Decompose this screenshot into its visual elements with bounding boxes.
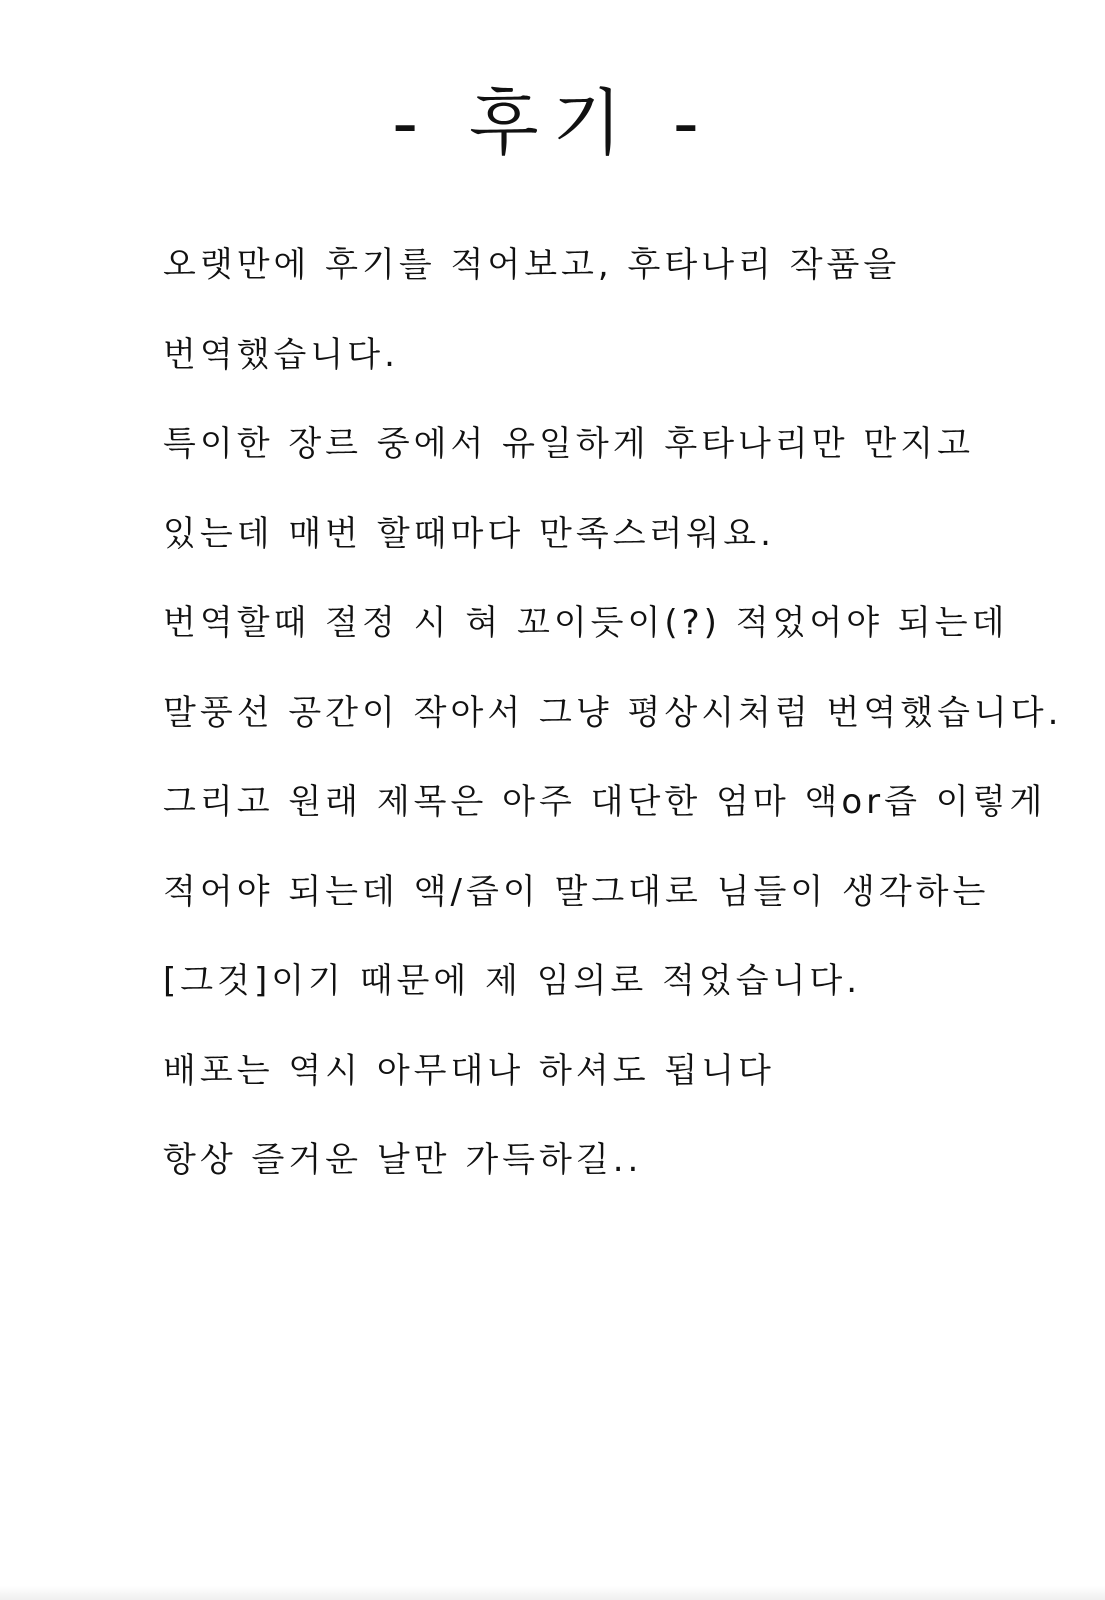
body-line: 번역했습니다. bbox=[163, 334, 399, 375]
body-line: [그것]이기 때문에 제 임의로 적었습니다. bbox=[163, 961, 862, 1001]
page-title: - 후기 - bbox=[392, 81, 713, 165]
body-line: 있는데 매번 할때마다 만족스러워요. bbox=[163, 513, 775, 554]
body-line: 항상 즐거운 날만 가득하길.. bbox=[163, 1140, 643, 1180]
scan-edge-shading bbox=[0, 1586, 1105, 1600]
body-line: 오랫만에 후기를 적어보고, 후타나리 작품을 bbox=[163, 245, 901, 285]
body-line: 적어야 되는데 액/즙이 말그대로 님들이 생각하는 bbox=[163, 871, 990, 912]
body-line: 특이한 장르 중에서 유일하게 후타나리만 만지고 bbox=[163, 424, 974, 464]
body-line: 배포는 역시 아무대나 하셔도 됩니다 bbox=[163, 1050, 775, 1091]
afterword-body bbox=[163, 240, 1063, 1225]
body-line: 그리고 원래 제목은 아주 대단한 엄마 액or즙 이렇게 bbox=[163, 782, 1047, 822]
body-line: 번역할때 절정 시 혀 꼬이듯이(?) 적었어야 되는데 bbox=[163, 603, 1009, 643]
body-line: 말풍선 공간이 작아서 그냥 평상시처럼 번역했습니다. bbox=[163, 692, 1063, 733]
